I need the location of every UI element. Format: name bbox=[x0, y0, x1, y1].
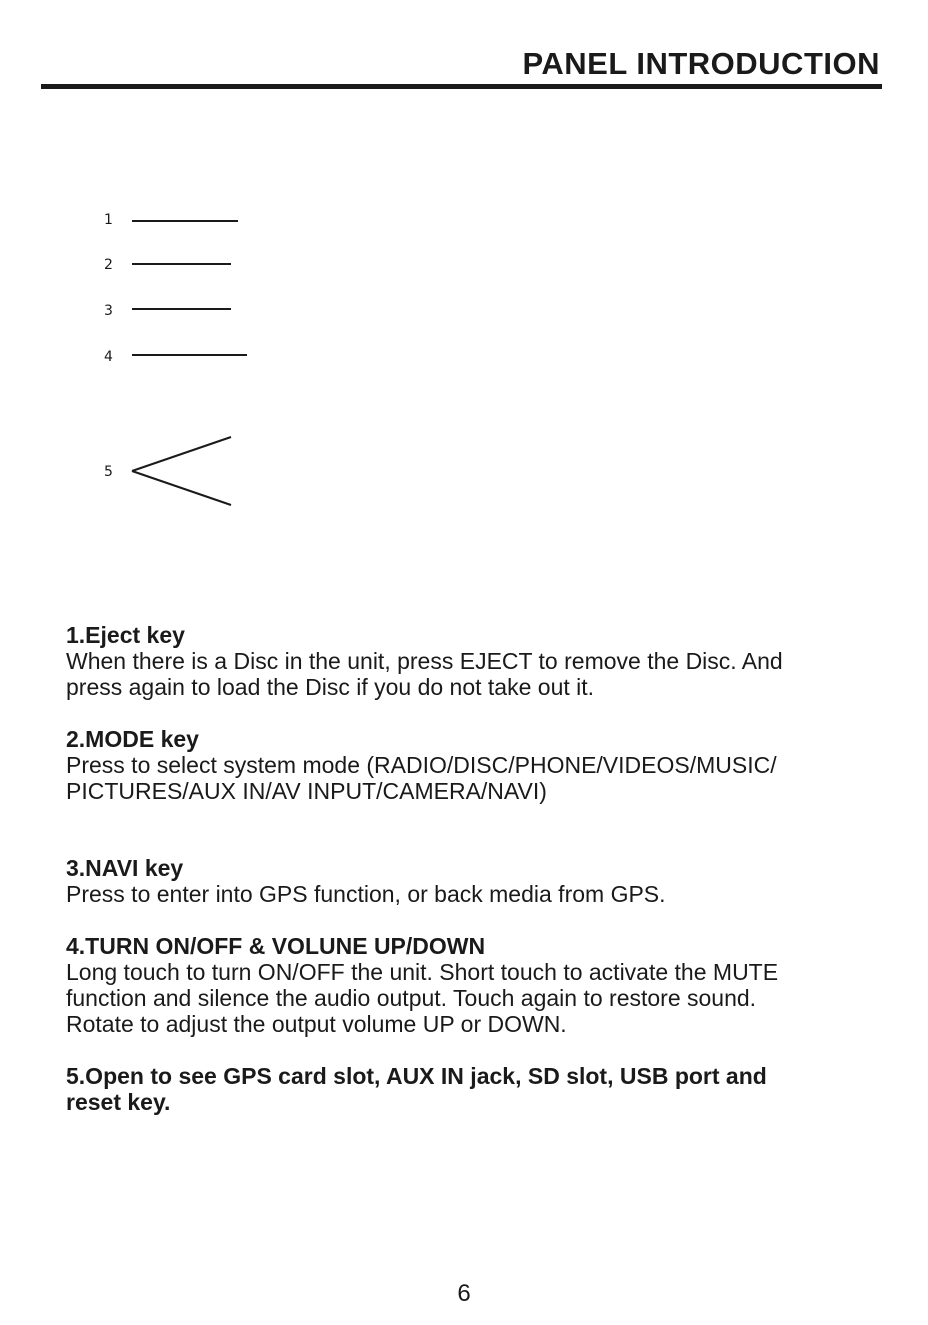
page-title: PANEL INTRODUCTION bbox=[522, 46, 880, 81]
section-mode-key bbox=[66, 726, 886, 804]
section-navi-key bbox=[66, 855, 886, 907]
section-body-line: Rotate to adjust the output volume UP or DOWN. bbox=[66, 1011, 567, 1037]
callout-label-3: 3 bbox=[104, 303, 113, 319]
page-number: 6 bbox=[457, 1280, 471, 1307]
callout-line-5a bbox=[132, 437, 231, 471]
callout-label-2: 2 bbox=[104, 257, 113, 273]
section-body-line: When there is a Disc in the unit, press EJECT to remove the Disc. And bbox=[66, 648, 783, 674]
section-body-line: Press to select system mode (RADIO/DISC/PHONE/VIDEOS/MUSIC/ bbox=[66, 752, 777, 778]
section-heading: 2.MODE key bbox=[66, 726, 199, 752]
section-open-cover bbox=[66, 1063, 886, 1115]
section-heading: reset key. bbox=[66, 1089, 171, 1115]
section-body-line: press again to load the Disc if you do not take out it. bbox=[66, 674, 595, 700]
section-body-line: function and silence the audio output. Touch again to restore sound. bbox=[66, 985, 757, 1011]
section-body-line: Press to enter into GPS function, or back media from GPS. bbox=[66, 881, 666, 907]
callout-line-5b bbox=[132, 471, 231, 505]
callout-label-4: 4 bbox=[104, 349, 113, 365]
section-heading: 4.TURN ON/OFF & VOLUNE UP/DOWN bbox=[66, 933, 486, 959]
section-eject-key bbox=[66, 622, 886, 700]
section-heading: 5.Open to see GPS card slot, AUX IN jack, SD slot, USB port and bbox=[66, 1063, 767, 1089]
section-power-volume bbox=[66, 933, 886, 1037]
section-heading: 1.Eject key bbox=[66, 622, 185, 648]
callout-diagram bbox=[0, 0, 928, 600]
callout-label-5: 5 bbox=[104, 464, 113, 480]
section-body-line: Long touch to turn ON/OFF the unit. Short touch to activate the MUTE bbox=[66, 959, 779, 985]
section-heading: 3.NAVI key bbox=[66, 855, 184, 881]
callout-label-1: 1 bbox=[104, 212, 113, 228]
section-body-line: PICTURES/AUX IN/AV INPUT/CAMERA/NAVI) bbox=[66, 778, 547, 804]
